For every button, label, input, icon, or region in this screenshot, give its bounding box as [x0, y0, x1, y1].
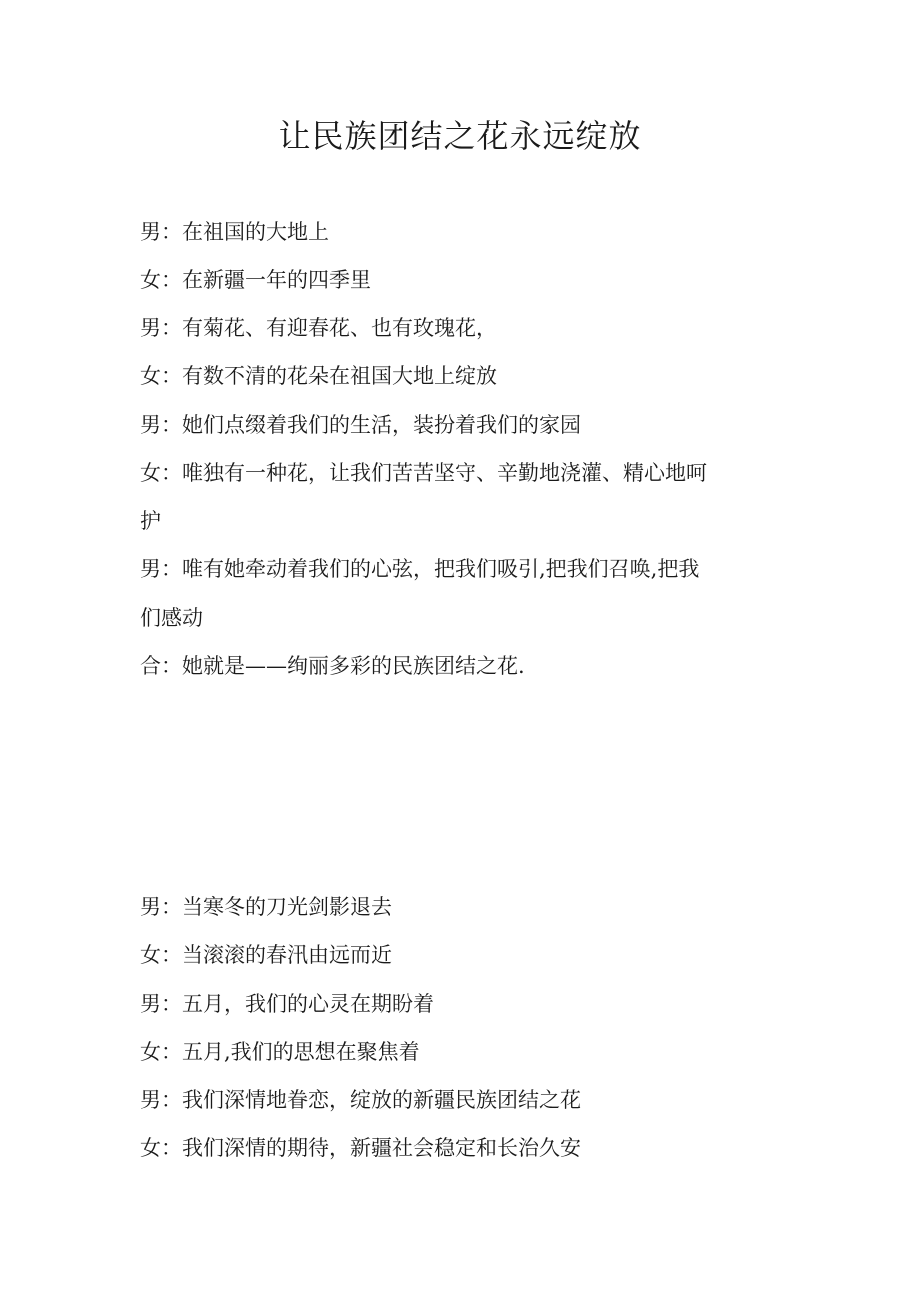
dialogue-line: 男：我们深情地眷恋，绽放的新疆民族团结之花: [140, 1088, 581, 1112]
dialogue-line-continuation: 们感动: [140, 606, 203, 630]
dialogue-line: 男：在祖国的大地上: [140, 220, 329, 244]
dialogue-line: 女：有数不清的花朵在祖国大地上绽放: [140, 364, 497, 388]
dialogue-line: 女：唯独有一种花，让我们苦苦坚守、辛勤地浇灌、精心地呵: [140, 461, 707, 485]
dialogue-line: 男：唯有她牵动着我们的心弦，把我们吸引,把我们召唤,把我: [140, 557, 700, 581]
dialogue-line: 男：五月，我们的心灵在期盼着: [140, 992, 434, 1016]
dialogue-line: 女：五月,我们的思想在聚焦着: [140, 1040, 420, 1064]
dialogue-line: 合：她就是——绚丽多彩的民族团结之花.: [140, 654, 525, 678]
dialogue-line: 男：她们点缀着我们的生活，装扮着我们的家园: [140, 413, 581, 437]
dialogue-line: 男：有菊花、有迎春花、也有玫瑰花，: [140, 316, 497, 340]
page-title: 让民族团结之花永远绽放: [278, 117, 642, 155]
dialogue-line-continuation: 护: [140, 509, 161, 533]
dialogue-line: 女：在新疆一年的四季里: [140, 268, 371, 292]
dialogue-line: 男：当寒冬的刀光剑影退去: [140, 895, 392, 919]
dialogue-line: 女：当滚滚的春汛由远而近: [140, 943, 392, 967]
dialogue-line: 女：我们深情的期待，新疆社会稳定和长治久安: [140, 1136, 581, 1160]
